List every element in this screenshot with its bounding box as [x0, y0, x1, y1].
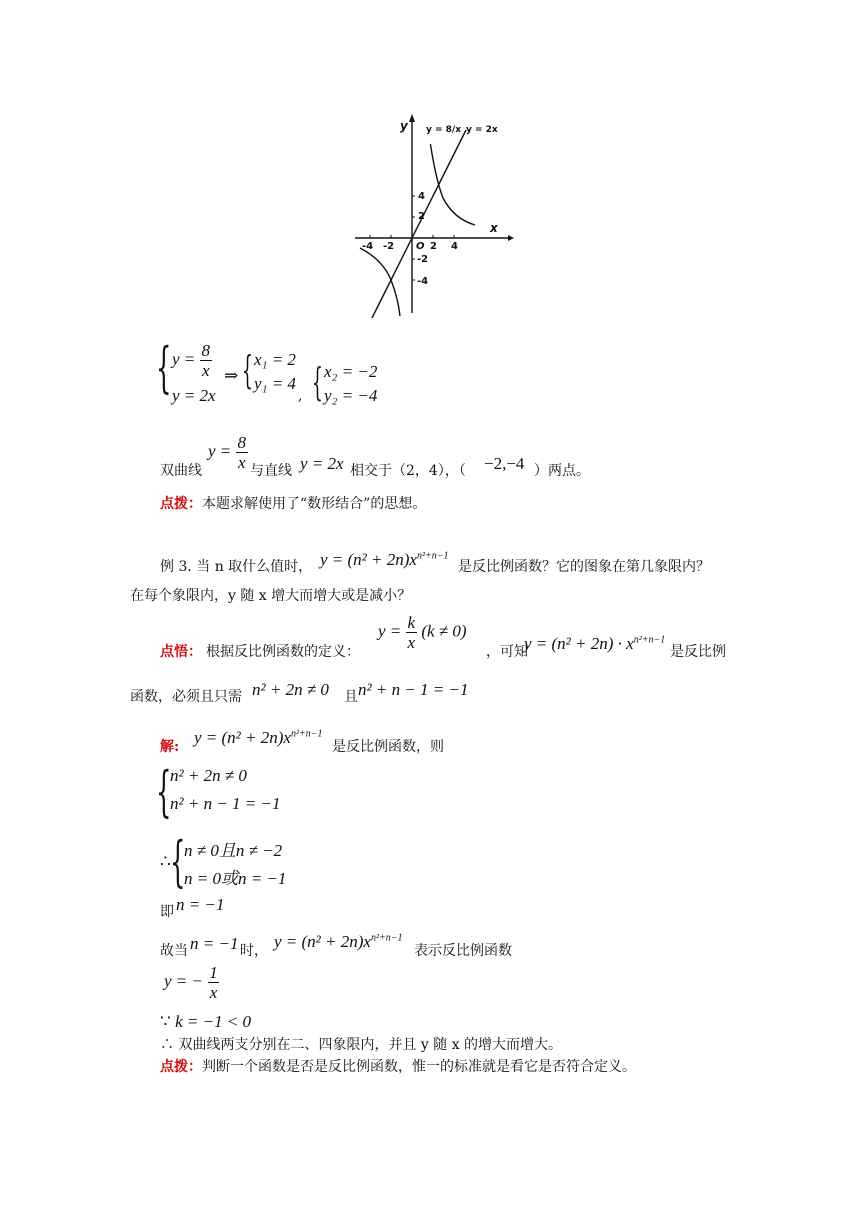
solution-text: 是反比例函数，则 [332, 739, 444, 755]
when-text: 时， [240, 943, 268, 959]
ji-text: 即 [160, 904, 174, 920]
origin-label: O [416, 241, 425, 252]
x-axis-label: x [490, 221, 498, 235]
y-axis-arrow [409, 114, 415, 122]
hint-cond1: n² + 2n ≠ 0 [252, 680, 329, 699]
y-axis-label: y [400, 119, 408, 133]
conclusion-suffix2: ）两点。 [534, 463, 590, 479]
example3-line2: 在每个象限内，y 随 x 增大而增大或是减小？ [130, 588, 412, 604]
hint-definition: y = $\frac{k}{x}$ (k ≠ 0) [378, 613, 467, 652]
conclusion-line-eq: y = 2x [300, 454, 344, 473]
hint-cond2: n² + n − 1 = −1 [358, 680, 469, 699]
gu-text: 故当 [160, 943, 188, 959]
hint-label: 点悟： [160, 644, 202, 660]
solution-label: 解: [160, 739, 180, 755]
hint-text1: 根据反比例函数的定义： [206, 644, 360, 660]
hint-line2: 函数，必须且只需 [130, 689, 242, 705]
hint-text2: ，可知 [486, 644, 528, 660]
conclusion-suffix1: 相交于（2，4），（ [350, 463, 466, 479]
n-value-2: n = −1 [190, 934, 239, 953]
comma: , [298, 388, 303, 404]
solution-formula: $y = (n^2 + 2n)x^{n^2+n-1}$ [194, 728, 323, 747]
final-conclusion: ∴ 双曲线两支分别在二、四象限内，并且 y 随 x 的增大而增大。 [160, 1037, 563, 1053]
conclusion-mid: 与直线 [250, 463, 292, 479]
hyperbola-label: y = 8/x [426, 125, 462, 135]
x-axis-arrow [508, 235, 514, 241]
therefore-symbol: ∴ [160, 852, 171, 871]
hint-formula: $y = (n^2 + 2n) \cdot x^{n^2+n-1}$ [524, 634, 666, 653]
hint-text3: 是反比例 [670, 644, 726, 660]
function-graph [350, 108, 515, 318]
x-tick-label: 2 [430, 241, 437, 252]
tip-text: 本题求解使用了“数形结合”的思想。 [202, 496, 427, 512]
line-y-2x [370, 130, 466, 318]
tip-1 [160, 493, 426, 513]
conclusion-point2: −2,−4 [484, 454, 525, 473]
because-line: ∵ k = −1 < 0 [160, 1012, 252, 1031]
represents-text: 表示反比例函数 [414, 943, 512, 959]
example3-formula: $y = (n^2 + 2n)x^{n^2+n-1}$ [320, 550, 449, 569]
conclusion-prefix: 双曲线 [160, 463, 202, 479]
y-tick-label: 2 [418, 211, 425, 222]
solution-formula-2: $y = (n^2 + 2n)x^{n^2+n-1}$ [274, 932, 403, 951]
hyperbola-branch-q3 [360, 248, 400, 316]
tip-text: 判断一个函数是否是反比例函数，惟一的标准就是看它是否符合定义。 [202, 1059, 636, 1075]
final-function: y = − $\frac{1}{x}$ [164, 963, 218, 1002]
implies-arrow: ⇒ [224, 366, 239, 385]
x-tick-label: -4 [362, 241, 374, 252]
y-tick-label: -2 [417, 254, 429, 265]
example3-prefix: 例 3. 当 n 取什么值时， [160, 559, 313, 575]
x-tick-label: -2 [383, 241, 395, 252]
y-tick-label: -4 [417, 276, 429, 287]
y-tick-label: 4 [418, 191, 425, 202]
tip-label: 点拨： [160, 496, 202, 512]
n-value: n = −1 [176, 895, 225, 914]
hint-and: 且 [344, 689, 358, 705]
tip-label: 点拨： [160, 1059, 202, 1075]
conclusion-fraction: y = $\frac{8}{x}$ [208, 433, 247, 472]
line-label: y = 2x [466, 125, 498, 135]
example3-suffix: 是反比例函数？它的图象在第几象限内？ [458, 559, 710, 575]
tip-2 [160, 1056, 636, 1076]
x-tick-label: 4 [451, 241, 458, 252]
